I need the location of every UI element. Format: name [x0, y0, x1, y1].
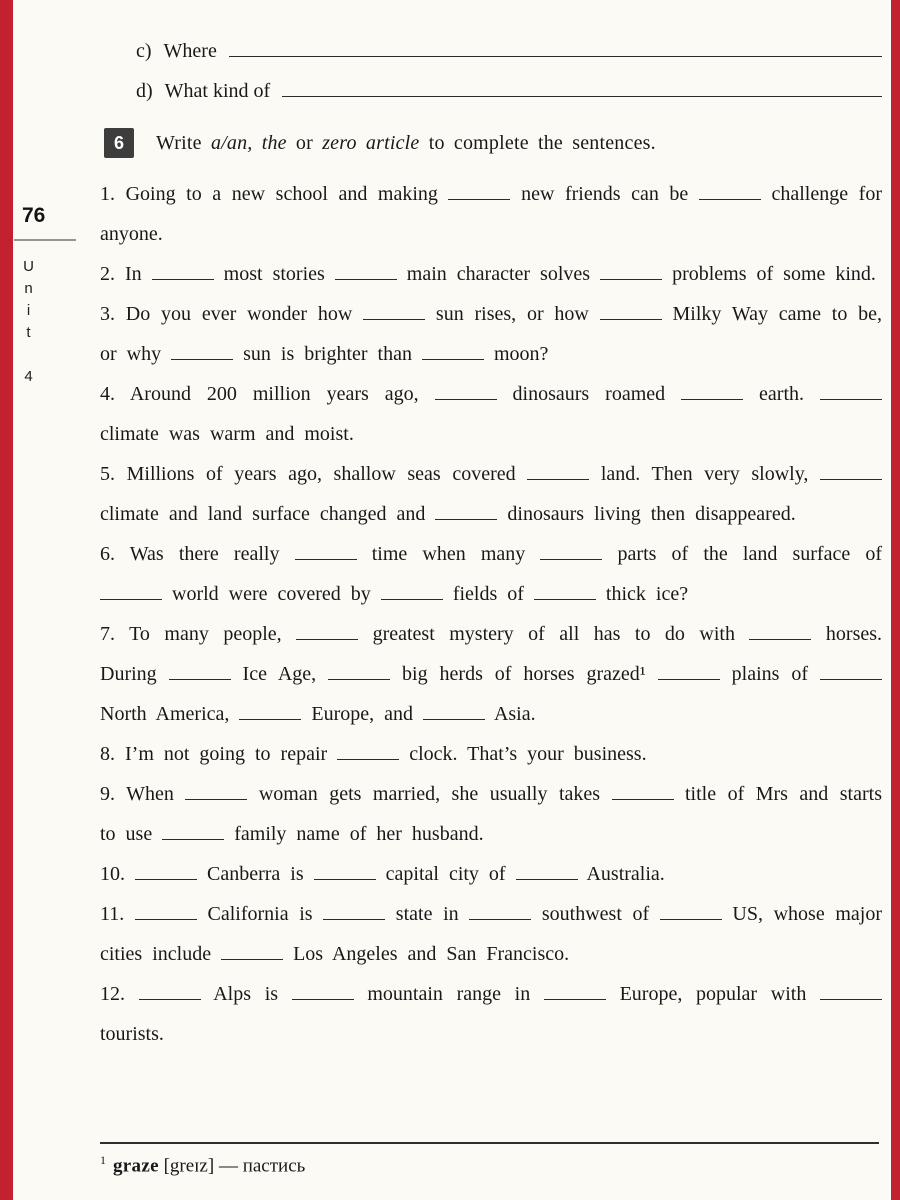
- blank-field[interactable]: [612, 785, 674, 800]
- blank-field[interactable]: [534, 585, 596, 600]
- margin-rule: [14, 239, 76, 241]
- blank-field[interactable]: [381, 585, 443, 600]
- sentence-item: 9. When woman gets married, she usually takes title of Mrs and starts to use family name of her husband.: [100, 783, 882, 845]
- blank-field[interactable]: [239, 705, 301, 720]
- sentence-item: 6. Was there really time when many parts of the land surface of world were covered by fields of thick ice?: [100, 543, 882, 605]
- sub-question-d: [136, 78, 882, 118]
- footnote-block: [0, 1138, 891, 1200]
- blank-field[interactable]: [699, 185, 761, 200]
- blank-field[interactable]: [749, 625, 811, 640]
- sentence-item: 8. I’m not going to repair clock. That’s your business.: [100, 743, 647, 765]
- blank-field[interactable]: [660, 905, 722, 920]
- blank-field[interactable]: [435, 505, 497, 520]
- footnote-marker: 1: [100, 1153, 106, 1167]
- sentence-item: 5. Millions of years ago, shallow seas covered land. Then very slowly, climate and land surface changed and dinosaurs living then disappeared.: [100, 454, 882, 534]
- blank-field[interactable]: [820, 465, 882, 480]
- blank-field[interactable]: [600, 305, 662, 320]
- blank-field[interactable]: [328, 665, 390, 680]
- answer-line[interactable]: [229, 38, 882, 57]
- page-edge-left: [0, 0, 13, 1200]
- sentence-item: 1. Going to a new school and making new friends can be challenge for anyone.: [100, 183, 882, 245]
- blank-field[interactable]: [820, 385, 882, 400]
- instruction-italic-segment: zero article: [322, 131, 420, 154]
- exercise-header: [104, 128, 882, 158]
- instruction-segment: or: [286, 131, 323, 154]
- blank-field[interactable]: [527, 465, 589, 480]
- page-edge-right: [891, 0, 900, 1200]
- blank-field[interactable]: [337, 745, 399, 760]
- item-label: d): [136, 80, 153, 102]
- page-number: 76: [22, 204, 46, 227]
- sentence-item: 2. In most stories main character solves problems of some kind.: [100, 263, 876, 285]
- blank-field[interactable]: [540, 545, 602, 560]
- blank-field[interactable]: [600, 265, 662, 280]
- blank-field[interactable]: [185, 785, 247, 800]
- blank-field[interactable]: [292, 985, 354, 1000]
- blank-field[interactable]: [448, 185, 510, 200]
- footnote: [100, 1153, 879, 1177]
- blank-field[interactable]: [169, 665, 231, 680]
- blank-field[interactable]: [469, 905, 531, 920]
- item-text: Where: [163, 40, 217, 62]
- instruction-segment: Write: [156, 131, 211, 154]
- sentence-item: 7. To many people, greatest mystery of all has to do with horses. During Ice Age, big herds of horses grazed¹ plains of North America, Europe, and Asia.: [100, 623, 883, 725]
- footnote-divider: [100, 1142, 879, 1144]
- blank-field[interactable]: [221, 945, 283, 960]
- blank-field[interactable]: [296, 625, 358, 640]
- item-label: c): [136, 40, 152, 62]
- blank-field[interactable]: [135, 865, 197, 880]
- blank-field[interactable]: [314, 865, 376, 880]
- sentence-list: [100, 174, 882, 1054]
- footnote-text: [greɪz] — пастись: [158, 1155, 306, 1177]
- blank-field[interactable]: [516, 865, 578, 880]
- blank-field[interactable]: [335, 265, 397, 280]
- sentence-item: 10. Canberra is capital city of Australia.: [100, 863, 665, 885]
- instruction-italic-segment: a/an, the: [210, 131, 287, 154]
- blank-field[interactable]: [820, 665, 882, 680]
- blank-field[interactable]: [100, 585, 162, 600]
- sentence-item: 4. Around 200 million years ago, dinosaurs roamed earth. climate was warm and moist.: [100, 374, 882, 454]
- blank-field[interactable]: [171, 345, 233, 360]
- blank-field[interactable]: [681, 385, 743, 400]
- blank-field[interactable]: [658, 665, 720, 680]
- blank-field[interactable]: [162, 825, 224, 840]
- blank-field[interactable]: [139, 985, 201, 1000]
- sentence-item: 3. Do you ever wonder how sun rises, or how Milky Way came to be, or why sun is brighter than moon?: [100, 303, 883, 365]
- page-content: [100, 38, 882, 1054]
- sentence-item: 12. Alps is mountain range in Europe, popular with tourists.: [100, 974, 882, 1054]
- blank-field[interactable]: [423, 705, 485, 720]
- blank-field[interactable]: [422, 345, 484, 360]
- blank-field[interactable]: [295, 545, 357, 560]
- blank-field[interactable]: [435, 385, 497, 400]
- blank-field[interactable]: [323, 905, 385, 920]
- blank-field[interactable]: [544, 985, 606, 1000]
- blank-field[interactable]: [820, 985, 882, 1000]
- blank-field[interactable]: [363, 305, 425, 320]
- blank-field[interactable]: [152, 265, 214, 280]
- sub-question-c: [136, 38, 882, 78]
- item-text: What kind of: [164, 80, 271, 102]
- instruction-segment: to complete the sentences.: [419, 131, 656, 154]
- blank-field[interactable]: [135, 905, 197, 920]
- sentence-item: 11. California is state in southwest of US, whose major cities include Los Angeles and San Francisco.: [100, 903, 882, 965]
- footnote-term: graze: [113, 1155, 159, 1177]
- exercise-number-badge: 6: [104, 128, 134, 158]
- unit-label: Unit 4: [20, 258, 37, 390]
- exercise-instruction: [156, 132, 656, 155]
- answer-line[interactable]: [282, 78, 882, 97]
